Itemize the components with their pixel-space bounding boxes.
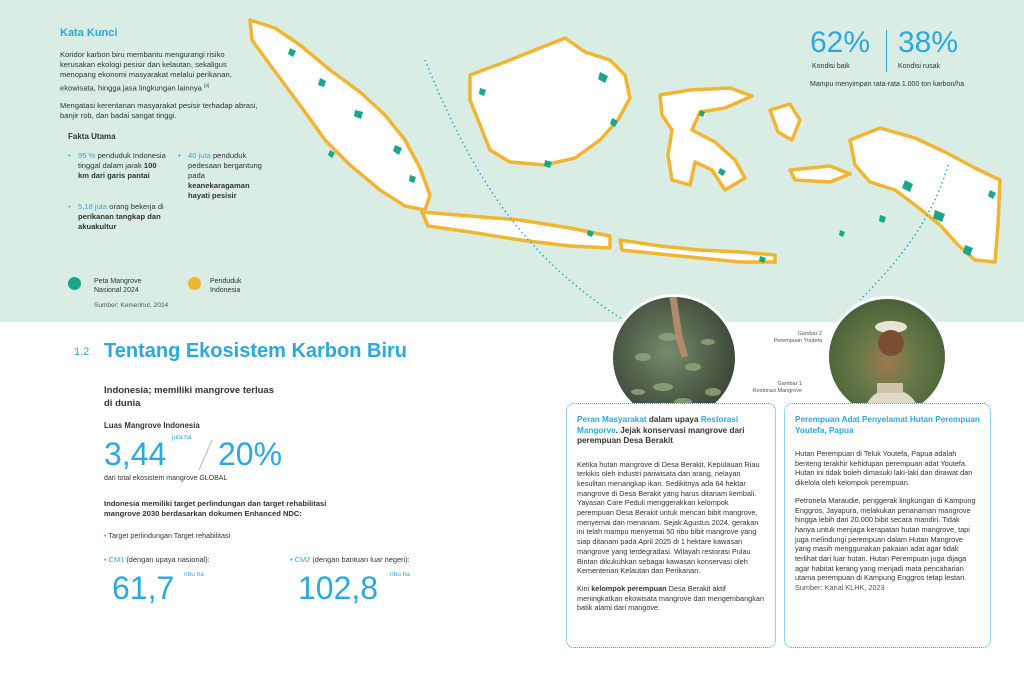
- kondisi-rusak-pct: 38%: [898, 26, 959, 59]
- gambar1-caption: [706, 381, 802, 395]
- cm1-label: (dengan upaya nasional):: [126, 555, 210, 564]
- card1-body2: [577, 584, 765, 613]
- card1-title-part2: dalam upaya: [648, 415, 699, 424]
- card1-body2-a: Kini: [577, 583, 590, 593]
- target-label: Target perlindungan Target rehabilitasi: [108, 531, 231, 540]
- legend-mangrove-swatch: [68, 277, 81, 290]
- luas-unit: juta ha: [172, 434, 192, 441]
- card-perempuan-adat: [784, 403, 991, 648]
- bullet-icon: •: [178, 151, 181, 160]
- island-papua: [850, 128, 1000, 262]
- gambar2-text: Perempuan Youtefa: [773, 338, 822, 344]
- island-seram: [790, 166, 850, 182]
- island-java: [422, 212, 610, 248]
- legend-penduduk-swatch: [188, 277, 201, 290]
- legend-penduduk-label: Penduduk Indonesia: [210, 278, 242, 294]
- fakta-item-3: [68, 202, 168, 232]
- slash-divider: [196, 438, 214, 472]
- card1-body2-c: Desa Berakit aktif meningkatkan ekowisata mangrove dan mengembangkan batik alami dari mangove.: [577, 583, 764, 613]
- kata-kunci-para1-text: Koridor karbon biru membantu mengurangi risiko kerusakan ekologi pesisir dan kelautan, sekaligus menopang ekonomi masyarakat melalui perikanan, ekowisata, hingga jasa lingkungan lainnya: [60, 50, 232, 93]
- fakta-2-bold: keanekaragaman hayati pesisir: [188, 181, 250, 200]
- card1-title: [577, 415, 765, 447]
- island-maluku: [770, 104, 800, 140]
- bullet-icon: •: [104, 531, 107, 540]
- cm1-label-row: [104, 555, 210, 564]
- fakta-3-bold: perikanan tangkap dan akuakultur: [78, 212, 161, 231]
- fakta-1-highlight: 95 %: [78, 151, 96, 160]
- legend-source: Sumber: Kemenhut, 2024: [94, 302, 169, 309]
- luas-value: 3,44: [104, 436, 167, 472]
- photo-perempuan-youtefa: [826, 296, 948, 418]
- fakta-2-highlight: 40 juta: [188, 151, 211, 160]
- cm2-code: CM2: [294, 555, 311, 564]
- kondisi-divider: [886, 30, 887, 72]
- bullet-icon: •: [68, 151, 71, 160]
- cm2-label-row: [290, 555, 410, 564]
- cm1-unit: ribu ha: [184, 571, 204, 578]
- kata-kunci-ref: [3]: [203, 82, 209, 88]
- cm2-label: (dengan bantuan luar negeri):: [312, 555, 410, 564]
- section-number: 1.2: [74, 346, 90, 358]
- kata-kunci-para2: Mengatasi kerentanan masyarakat pesisir terhadap abrasi, banjir rob, dan badai sangat tinggi.: [60, 101, 258, 121]
- card1-body2-b: kelompok perempuan: [591, 583, 667, 593]
- share-value: 20%: [218, 436, 283, 472]
- fakta-item-2: [178, 151, 268, 201]
- fakta-3-highlight: 5,18 juta: [78, 202, 108, 211]
- kondisi-rusak-label: Kondisi rusak: [898, 63, 941, 70]
- card2-source: Sumber: Kanal KLHK, 2023: [795, 583, 885, 593]
- island-sumatra: [250, 20, 430, 210]
- fakta-2-text: penduduk pedesaan bergantung pada: [188, 151, 262, 180]
- card1-body1: Ketika hutan mangrove di Desa Berakit, Kepulauan Riau terkikis oleh industri pariwisata dan arang, nelayan kesulitan menangkap ikan. Sedikitnya ada 64 hektar mangrove di Desa Berakit yang harus ditanam kembali. Yayasan Care Peduli menggerakkan kelompok perempuan Desa Berakit untuk mencari bibit mangrove, menyemai dan menanam. Sejak Agustus 2024, gerakan ini telah mampu menyemai 50 ribu bibit mangrove yang siap ditanam pada April 2025 di 1 hektare kawasan mangrove yang terdegradasi. Wilayah restorasi Pulau Bintan dikukuhkan sebagai kawasan konservasi oleh Kementerian Kelautan dan Perikanan.: [577, 459, 760, 576]
- island-sulawesi: [660, 88, 752, 190]
- fakta-1-bold: 100 km dari garis pantai: [78, 161, 157, 180]
- luas-label: Luas Mangrove Indonesia: [104, 421, 200, 430]
- target-heading: Indonesia memiliki target perlindungan dan target rehabilitasi mangrove 2030 berdasarkan dokumen Enhanced NDC:: [104, 499, 327, 518]
- target-label-row: [104, 531, 230, 540]
- gambar2-label: Gambar 2: [797, 331, 822, 337]
- kata-kunci-title: Kata Kunci: [60, 27, 118, 39]
- card2-body2: Petronela Maraudie, penggerak lingkungan di Kampung Enggros, Jayapura, melakukan penanaman mangrove hingga lebih dari 20.000 bibit secara mandiri. Tidak hanya untuk menjaga kerapatan hutan mangrove, tapi juga melindungi perempuan dalam Hutan Mangrove yang masih menggunakan pakaian adat agar tidak terlihat dari luar hutan. Hutan Perempuan juga dijaga agar habitat kerang yang menjadi mata pencaharian utama perempuan di Kampung Enggros tetap lestari.: [795, 495, 976, 583]
- card2-body1: Hutan Perempuan di Teluk Youtefa, Papua adalah benteng terakhir kehidupan perempuan adat Youtefa. Hutan ini tidak boleh dimasuki laki-laki dan dirawat dan dikelola oleh kelompok perempuan.: [795, 449, 973, 488]
- share-note: dari total ekosistem mangrove GLOBAL: [104, 475, 228, 482]
- kondisi-baik-pct: 62%: [810, 26, 871, 59]
- cm2-value: 102,8: [298, 570, 379, 606]
- bullet-icon: •: [104, 555, 107, 564]
- card-peran-masyarakat: [566, 403, 776, 648]
- card1-title-part3: Restorasi Mangorve: [577, 415, 739, 435]
- kondisi-baik-label: Kondisi baik: [812, 63, 850, 70]
- section-title: Tentang Ekosistem Karbon Biru: [104, 340, 408, 362]
- island-nusa-tenggara: [620, 240, 775, 262]
- gambar2-caption: [720, 331, 822, 345]
- bullet-icon: •: [290, 555, 293, 564]
- card1-title-part1: Peran Masyarakat: [577, 415, 647, 424]
- kata-kunci-para1: [60, 50, 260, 93]
- fakta-3-text: orang bekerja di: [109, 202, 164, 211]
- gambar1-text: Restorasi Mangrove: [752, 388, 802, 394]
- gambar1-label: Gambar 1: [777, 381, 802, 387]
- woman-portrait-illustration: [829, 299, 948, 418]
- mangrove-heading: Indonesia; memiliki mangrove terluas di dunia: [104, 385, 274, 409]
- fakta-utama-title: Fakta Utama: [68, 132, 116, 141]
- fakta-1-text: penduduk Indonesia tinggal dalam jarak: [78, 151, 166, 170]
- kondisi-note: Mampu menyimpan rata-rata 1.000 ton karbon/ha: [810, 81, 965, 88]
- cm2-unit: ribu ha: [390, 571, 410, 578]
- legend-mangrove-label: Peta Mangrove Nasional 2024: [94, 278, 142, 294]
- cm1-code: CM1: [108, 555, 125, 564]
- cm1-value: 61,7: [112, 570, 175, 606]
- bullet-icon: •: [68, 202, 71, 211]
- map-panel: [0, 0, 1024, 322]
- island-kalimantan: [470, 38, 630, 165]
- card2-title: Perempuan Adat Penyelamat Hutan Perempuan Youtefa, Papua: [795, 415, 980, 435]
- fakta-item-1: [68, 151, 166, 181]
- card1-title-part4: . Jejak konservasi mangrove dari perempuan Desa Berakit: [577, 425, 745, 445]
